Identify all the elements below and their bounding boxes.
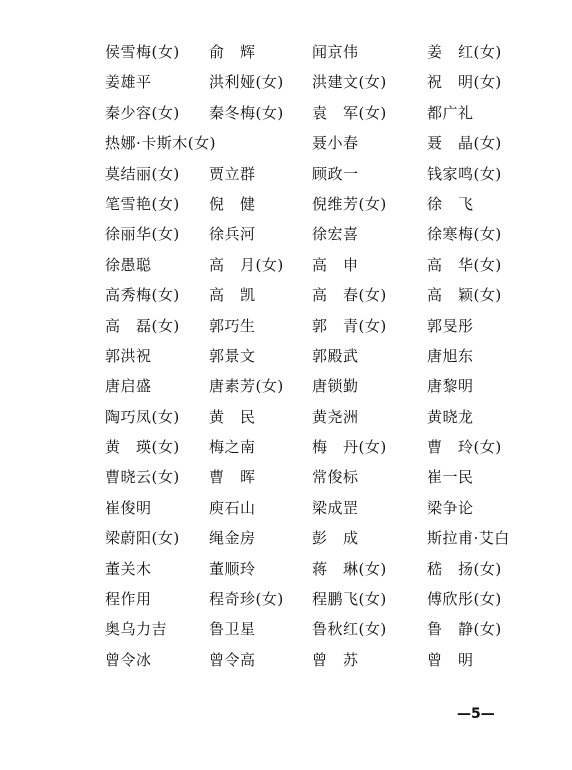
name-row [0, 435, 572, 465]
name-entry: 唐素芳(女) [209, 377, 284, 396]
name-entry: 郭洪祝 [105, 346, 152, 365]
name-row [0, 617, 572, 647]
name-entry: 鲁 静(女) [427, 620, 502, 639]
name-entry: 绳金房 [209, 529, 256, 548]
name-row [0, 253, 572, 283]
name-entry: 笔雪艳(女) [105, 194, 180, 213]
name-row [0, 222, 572, 252]
name-entry: 郭旻彤 [427, 316, 474, 335]
name-entry: 程奇珍(女) [209, 590, 284, 609]
name-entry: 袁 军(女) [312, 103, 387, 122]
name-entry: 嵇 扬(女) [427, 559, 502, 578]
name-row [0, 344, 572, 374]
name-entry: 奥乌力吉 [105, 620, 168, 639]
name-entry: 程鹏飞(女) [312, 590, 387, 609]
name-row [0, 557, 572, 587]
name-entry: 高 申 [312, 255, 359, 274]
name-row [0, 526, 572, 556]
name-entry: 徐愚聪 [105, 255, 152, 274]
page-number: —5— [457, 706, 495, 722]
name-entry: 曹 玲(女) [427, 438, 502, 457]
name-row [0, 465, 572, 495]
name-entry: 唐黎明 [427, 377, 474, 396]
name-entry: 傅欣彤(女) [427, 590, 502, 609]
name-entry: 热娜·卡斯木(女) [105, 134, 216, 153]
name-entry: 都广礼 [427, 103, 474, 122]
name-entry: 高 磊(女) [105, 316, 180, 335]
name-entry: 唐旭东 [427, 346, 474, 365]
name-entry: 崔俊明 [105, 498, 152, 517]
name-entry: 高 凯 [209, 286, 256, 305]
name-entry: 蒋 琳(女) [312, 559, 387, 578]
name-row [0, 405, 572, 435]
name-entry: 常俊标 [312, 468, 359, 487]
name-entry: 郭 青(女) [312, 316, 387, 335]
name-entry: 秦少容(女) [105, 103, 180, 122]
name-entry: 梅 丹(女) [312, 438, 387, 457]
name-entry: 俞 辉 [209, 43, 256, 61]
name-row [0, 648, 572, 678]
name-entry: 郭巧生 [209, 316, 256, 335]
name-list [0, 40, 572, 678]
name-entry: 曾 苏 [312, 650, 359, 669]
name-row [0, 496, 572, 526]
name-entry: 黄晓龙 [427, 407, 474, 426]
name-entry: 倪维芳(女) [312, 194, 387, 213]
name-entry: 曾令冰 [105, 650, 152, 669]
name-entry: 鲁卫星 [209, 620, 256, 639]
name-entry: 董顺玲 [209, 559, 256, 578]
name-entry: 曹 晖 [209, 468, 256, 487]
name-entry: 祝 明(女) [427, 73, 502, 92]
name-entry: 高 颖(女) [427, 286, 502, 305]
name-entry: 徐丽华(女) [105, 225, 180, 244]
name-entry: 洪建文(女) [312, 73, 387, 92]
name-entry: 高 春(女) [312, 286, 387, 305]
name-entry: 梁争论 [427, 498, 474, 517]
name-entry: 鲁秋红(女) [312, 620, 387, 639]
name-entry: 陶巧凤(女) [105, 407, 180, 426]
name-entry: 高 华(女) [427, 255, 502, 274]
name-entry: 程作用 [105, 590, 152, 609]
name-entry: 唐锁勤 [312, 377, 359, 396]
name-entry: 庾石山 [209, 498, 256, 517]
name-entry: 郭殿武 [312, 346, 359, 365]
name-entry: 徐宏喜 [312, 225, 359, 244]
name-entry: 董关木 [105, 559, 152, 578]
name-row [0, 283, 572, 313]
name-entry: 倪 健 [209, 194, 256, 213]
name-row [0, 162, 572, 192]
name-row [0, 131, 572, 161]
name-entry: 贾立群 [209, 164, 256, 183]
name-entry: 曾令高 [209, 650, 256, 669]
name-entry: 曾 明 [427, 650, 474, 669]
name-entry: 钱家鸣(女) [427, 164, 502, 183]
name-row [0, 374, 572, 404]
name-entry: 闻京伟 [312, 43, 359, 61]
name-entry: 姜雄平 [105, 73, 152, 92]
name-entry: 徐兵河 [209, 225, 256, 244]
name-entry: 高 月(女) [209, 255, 284, 274]
name-entry: 斯拉甫·艾白 [427, 529, 510, 548]
name-row [0, 314, 572, 344]
name-entry: 姜 红(女) [427, 43, 502, 61]
name-entry: 顾政一 [312, 164, 359, 183]
name-entry: 曹晓云(女) [105, 468, 180, 487]
name-row [0, 101, 572, 131]
name-entry: 郭景文 [209, 346, 256, 365]
name-row [0, 587, 572, 617]
name-entry: 唐启盛 [105, 377, 152, 396]
name-row [0, 192, 572, 222]
name-entry: 梁成罡 [312, 498, 359, 517]
name-entry: 黄尧洲 [312, 407, 359, 426]
name-row [0, 70, 572, 100]
name-entry: 梁蔚阳(女) [105, 529, 180, 548]
name-entry: 聂 晶(女) [427, 134, 502, 153]
name-entry: 徐 飞 [427, 194, 474, 213]
name-entry: 聂小春 [312, 134, 359, 153]
name-entry: 莫结丽(女) [105, 164, 180, 183]
name-entry: 徐寒梅(女) [427, 225, 502, 244]
name-entry: 彭 成 [312, 529, 359, 548]
name-entry: 黄 民 [209, 407, 256, 426]
name-entry: 黄 瑛(女) [105, 438, 180, 457]
name-entry: 秦冬梅(女) [209, 103, 284, 122]
name-entry: 洪利娅(女) [209, 73, 284, 92]
name-entry: 高秀梅(女) [105, 286, 180, 305]
name-entry: 崔一民 [427, 468, 474, 487]
name-entry: 侯雪梅(女) [105, 43, 180, 61]
name-row [0, 40, 572, 70]
name-entry: 梅之南 [209, 438, 256, 457]
